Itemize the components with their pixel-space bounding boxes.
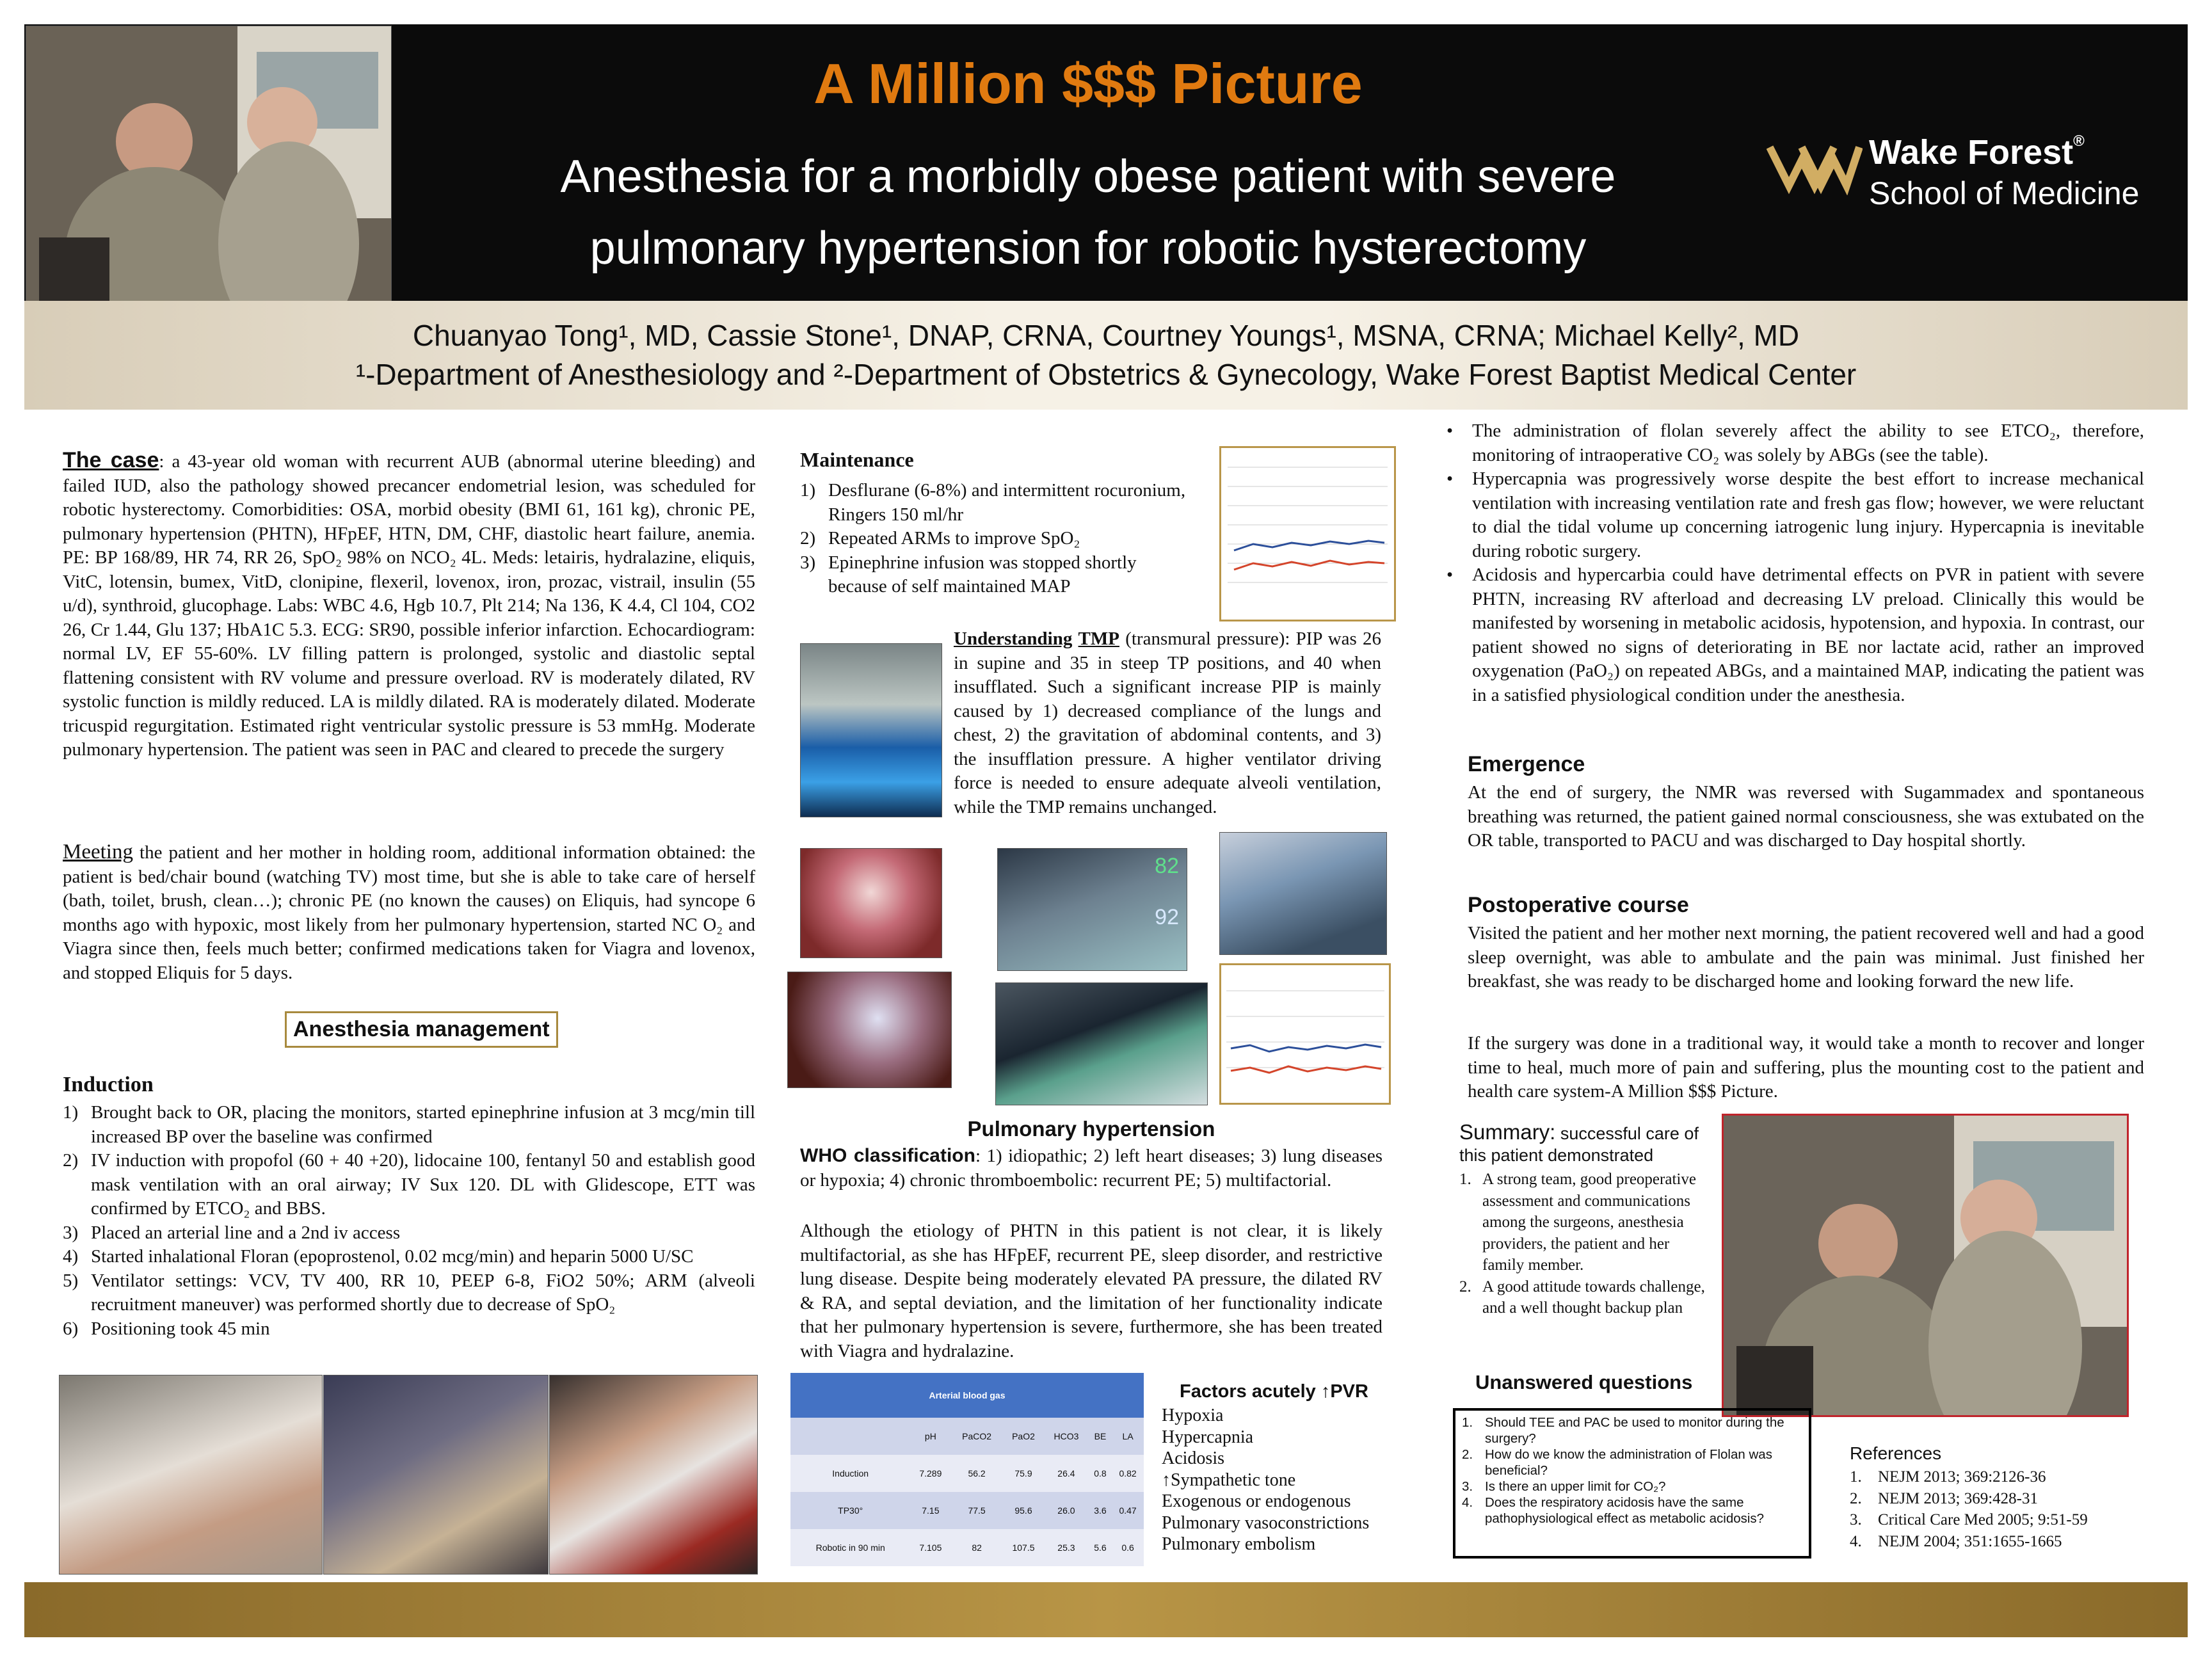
list-item-number: 2. xyxy=(1462,1447,1473,1462)
list-item xyxy=(63,1149,755,1221)
list-item-number: 1) xyxy=(63,1102,79,1123)
poster-subtitle xyxy=(384,141,1792,284)
abg-column-header: BE xyxy=(1089,1418,1112,1455)
pvr-list xyxy=(1162,1405,1382,1555)
abg-cell: 3.6 xyxy=(1089,1492,1112,1529)
pvr-factors xyxy=(1162,1381,1382,1555)
list-item-text: Positioning took 45 min xyxy=(91,1318,270,1339)
pvr-heading: Factors acutely ↑PVR xyxy=(1180,1381,1368,1402)
abg-column-header: PaCO2 xyxy=(950,1418,1002,1455)
abg-column-header xyxy=(790,1418,910,1455)
pulse-ox-photo xyxy=(549,1375,758,1575)
list-item-number: 6) xyxy=(63,1318,79,1339)
tmp-section xyxy=(954,627,1381,819)
maintenance-heading: Maintenance xyxy=(800,448,914,471)
case-text: : a 43-year old woman with recurrent AUB (abnormal uterine bleeding) and failed IUD, also the pathology showed precancer endometrial lesion, was scheduled for robotic hysterectomy. Comorbidities: OSA, morbid obesity (BMI 61, 161 kg), chronic PE, pulmonary hypertension (PHTN), HFpEF, HTN, DM, CHF, diastolic heart failure, anemia. PE: BP 168/89, HR 74, RR 26, SpO₂ 98% on NCO₂ 4L. Meds: letairis, hydralazine, eliquis, VitC, lotensin, bumex, VitD, clonipine, flexeril, lovenox, iron, prozac, vistrail, insulin (55 u/d), synthroid, glucophage. Labs: WBC 4.6, Hgb 10.7, Plt 214; Na 136, K 4.4, Cl 104, CO2 26, Cr 1.44, Glu 137; HbA1C 5.3. ECG: SR90, possible inferior infarction. Echocardiogram: normal LV, EF 55-60%. LV filling pattern is prolonged, systolic and diastolic septal flattening consistent with RV volume and pressure overload. RV is moderately dilated, RV systolic function is mildly reduced. LA is mildly dilated. RA is moderately dilated. Moderate tricuspid regurgitation. Estimated right ventricular systolic pressure is 53 mmHg. Moderate pulmonary hypertension. The patient was seen in PAC and cleared to precede the surgery xyxy=(63,451,755,760)
list-item-number: 2) xyxy=(63,1150,79,1171)
anesthesia-record-graph-1 xyxy=(1221,448,1394,620)
abg-column-header: HCO3 xyxy=(1044,1418,1089,1455)
abg-title: Arterial blood gas xyxy=(790,1373,1144,1418)
logo-reg: ® xyxy=(2073,132,2085,150)
pvr-factor: Acidosis xyxy=(1162,1448,1224,1468)
list-item xyxy=(1462,1447,1802,1479)
list-item-number: 3. xyxy=(1462,1479,1473,1494)
list-item xyxy=(800,527,1197,551)
pvr-factor: Hypercapnia xyxy=(1162,1427,1254,1447)
anesthesia-monitor-photo xyxy=(995,982,1208,1105)
anesthesia-record-chart-2 xyxy=(1219,963,1391,1105)
references-section xyxy=(1850,1443,2170,1552)
list-item-text: IV induction with propofol (60 + 40 +20), lidocaine 100, fentanyl 50 and establish good mask ventilation with an oral airway; IV Sux 120. DL with Glidescope, ETT was confirmed by ETCO₂ and BBS. xyxy=(91,1150,755,1219)
list-item-number: 1. xyxy=(1459,1171,1471,1188)
abg-cell: 107.5 xyxy=(1003,1529,1044,1566)
list-item-number: 2. xyxy=(1850,1489,1862,1507)
abg-column-header: pH xyxy=(910,1418,950,1455)
list-item xyxy=(1459,1276,1709,1319)
list-item-text: Started inhalational Floran (epoprostenol, 0.02 mcg/min) and heparin 5000 U/SC xyxy=(91,1246,694,1267)
iv-lines-photo xyxy=(323,1375,549,1575)
list-item xyxy=(1850,1488,2170,1510)
list-item-text: Should TEE and PAC be used to monitor during the surgery? xyxy=(1485,1415,1784,1446)
meeting-heading: Meeting xyxy=(63,840,133,863)
abg-cell: 5.6 xyxy=(1089,1529,1112,1566)
postop-heading: Postoperative course xyxy=(1468,893,1689,917)
who-label: WHO classification xyxy=(800,1145,975,1166)
discussion-bullets xyxy=(1447,419,2144,707)
abg-cell: TP30° xyxy=(790,1492,910,1529)
header-photo-art xyxy=(26,26,391,301)
postop-text-1: Visited the patient and her mother next morning, the patient recovered well and had a good sleep overnight, was able to ambulate and the pain was minimal. Just finished her breakfast, she was ready to be discharged home and looking forward the new life. xyxy=(1468,923,2144,991)
author-band xyxy=(24,301,2188,410)
list-item-number: 4) xyxy=(63,1246,79,1267)
tmp-text: (transmural pressure): PIP was 26 in supine and 35 in steep TP positions, and 40 when insufflated. Such a significant increase PIP is mainly caused by 1) decreased compliance of the lungs and chest, 2) the gravitation of abdominal contents, and 3) the insufflation pressure. A higher ventilator driving force is needed to ensure adequate alveoli ventilation, while the TMP remains unchanged. xyxy=(954,629,1382,817)
list-item-text: Repeated ARMs to improve SpO₂ xyxy=(828,528,1080,549)
abg-cell: 0.82 xyxy=(1112,1455,1144,1492)
patient-mother-photo-art xyxy=(1724,1116,2127,1415)
list-item xyxy=(63,1101,755,1149)
abg-cell: 25.3 xyxy=(1044,1529,1089,1566)
list-item-text: NEJM 2013; 369:428-31 xyxy=(1878,1489,2038,1507)
list-item xyxy=(1462,1415,1802,1447)
list-item-number: 1. xyxy=(1462,1415,1473,1430)
list-item-text: NEJM 2004; 351:1655-1665 xyxy=(1878,1532,2062,1550)
unanswered-list xyxy=(1462,1415,1802,1527)
abg-cell: 7.105 xyxy=(910,1529,950,1566)
maintenance-list xyxy=(800,479,1197,599)
list-item-number: 3) xyxy=(800,552,816,573)
emergence-heading: Emergence xyxy=(1468,752,1585,776)
list-item xyxy=(800,479,1197,527)
list-item-text: Placed an arterial line and a 2nd iv access xyxy=(91,1222,401,1243)
list-item xyxy=(800,551,1197,599)
abg-cell: Robotic in 90 min xyxy=(790,1529,910,1566)
pulmonary-htn-heading: Pulmonary hypertension xyxy=(967,1117,1215,1141)
emergence-text: At the end of surgery, the NMR was reversed with Sugammadex and spontaneous breathing was returned, the patient gained normal consciousness, she was extubated on the OR table, transported to PACU and was discharged to Day hospital shortly. xyxy=(1468,782,2144,851)
wf-logo-icon xyxy=(1767,138,1863,195)
references-list xyxy=(1850,1466,2170,1552)
list-item xyxy=(63,1245,755,1269)
case-heading: The case xyxy=(63,448,159,472)
tmp-heading-1: Understanding xyxy=(954,629,1073,649)
who-classification xyxy=(800,1144,1382,1192)
list-item-number: 3) xyxy=(63,1222,79,1243)
list-item-number: 1) xyxy=(800,480,816,501)
discussion-bullet: • Acidosis and hypercarbia could have detrimental effects on PVR in patient with severe PHTN, increasing RV afterload and decreasing LV preload. Clinically this would be manifested by worsening in metabolic acidosis, hypotension, and hypoxia. In contrast, our patient showed no signs of deteriorating in BE nor lactate acid, rather an improved oxygenation (PaO₂) on repeated ABGs, and a maintained MAP, indicating the patient was in a satisfied physiological condition under the anesthesia. xyxy=(1447,563,2144,707)
pvr-factor: Pulmonary embolism xyxy=(1162,1534,1316,1554)
abg-table xyxy=(790,1373,1144,1566)
list-item xyxy=(1459,1169,1709,1276)
abg-header-row xyxy=(790,1418,1144,1455)
patient-mother-photo xyxy=(1722,1114,2129,1417)
meeting-text: the patient and her mother in holding room, additional information obtained: the patient is bed/chair bound (watching TV) most time, but she is able to take care of herself (bath, toilet, brush, clean…); chronic PE (no known the causes) on Eliquis, had syncope 6 months ago with hypoxic, most likely from her pulmonary hypertension, started NC O₂ and Viagra since then, feels much better; confirmed medications taken for Viagra and lovenox, and stopped Eliquis for 5 days. xyxy=(63,842,755,983)
unanswered-box xyxy=(1453,1408,1811,1559)
abg-cell: 26.0 xyxy=(1044,1492,1089,1529)
subtitle-line-1: Anesthesia for a morbidly obese patient with severe xyxy=(560,151,1616,202)
list-item xyxy=(1462,1495,1802,1527)
list-item xyxy=(1850,1531,2170,1553)
references-heading: References xyxy=(1850,1443,1942,1463)
induction-heading: Induction xyxy=(63,1073,154,1096)
abg-cell: 7.289 xyxy=(910,1455,950,1492)
induction-list xyxy=(63,1101,755,1341)
discussion-bullet: • The administration of flolan severely affect the ability to see ETCO₂, therefore, monitoring of intraoperative CO₂ was solely by ABGs (see the table). xyxy=(1447,419,2144,467)
poster-title: A Million $$$ Picture xyxy=(813,52,1363,115)
laparoscopic-view-photo-1 xyxy=(800,848,942,958)
pvr-factor: Pulmonary vasoconstrictions xyxy=(1162,1512,1370,1533)
list-item xyxy=(1850,1509,2170,1531)
affiliations: ¹-Department of Anesthesiology and ²-Department of Obstetrics & Gynecology, Wake Forest Baptist Medical Center xyxy=(355,358,1857,391)
vital-monitor-photo xyxy=(997,848,1187,971)
unanswered-heading: Unanswered questions xyxy=(1475,1371,1693,1393)
abg-row xyxy=(790,1529,1144,1566)
list-item-number: 3. xyxy=(1850,1511,1862,1528)
list-item-text: NEJM 2013; 369:2126-36 xyxy=(1878,1468,2046,1486)
abg-cell: 77.5 xyxy=(950,1492,1002,1529)
operating-room-photo xyxy=(1219,832,1387,955)
abg-cell: 95.6 xyxy=(1003,1492,1044,1529)
abg-cell: 0.8 xyxy=(1089,1455,1112,1492)
list-item-text: A good attitude towards challenge, and a well thought backup plan xyxy=(1482,1278,1705,1317)
logo-name: Wake Forest xyxy=(1869,133,2074,172)
header-photo xyxy=(26,26,392,302)
abg-row xyxy=(790,1492,1144,1529)
summary-list xyxy=(1459,1169,1709,1319)
list-item-number: 4. xyxy=(1462,1495,1473,1510)
summary-intro: successful care of this patient demonstrated xyxy=(1459,1124,1699,1165)
anesthesia-record-chart-1 xyxy=(1219,446,1396,621)
meeting-section xyxy=(63,840,755,985)
postop-text-2: If the surgery was done in a traditional way, it would take a month to recover and longer time to heal, much more of pain and suffering, plus the mounting cost to the patient and health care system-A Million $$$ Picture. xyxy=(1468,1033,2144,1102)
list-item-text: Ventilator settings: VCV, TV 400, RR 10, PEEP 6-8, FiO2 50%; ARM (alveoli recruitment maneuver) was performed shortly due to decrease of SpO₂ xyxy=(91,1270,755,1315)
list-item-text: Brought back to OR, placing the monitors, started epinephrine infusion at 3 mcg/min till increased BP over the baseline was confirmed xyxy=(91,1102,755,1147)
list-item-text: Does the respiratory acidosis have the same pathophysiological effect as metabolic acidosis? xyxy=(1485,1495,1765,1526)
poster-footer-band xyxy=(24,1582,2188,1637)
abg-cell: 0.6 xyxy=(1112,1529,1144,1566)
abg-cell: 7.15 xyxy=(910,1492,950,1529)
laparoscopic-view-photo-2 xyxy=(787,972,952,1088)
list-item-number: 5) xyxy=(63,1270,79,1291)
list-item-text: How do we know the administration of Flolan was beneficial? xyxy=(1485,1447,1772,1478)
monitor-value-1: 82 xyxy=(1155,854,1179,878)
pvr-factor: ↑Sympathetic tone xyxy=(1162,1470,1296,1490)
subtitle-line-2: pulmonary hypertension for robotic hysterectomy xyxy=(589,223,1587,274)
list-item-text: Epinephrine infusion was stopped shortly because of self maintained MAP xyxy=(828,552,1137,597)
pulmonary-htn-text: Although the etiology of PHTN in this patient is not clear, it is likely multifactorial, as she has HFpEF, recurrent PE, sleep disorder, and restrictive lung disease. Despite being moderately elevated PA pressure, the dilated RV & RA, and septal deviation, and the limitation of her functionality indicate that her pulmonary hypertension is severe, furthermore, she has been treated with Viagra and hydralazine. xyxy=(800,1221,1382,1361)
list-item-text: Critical Care Med 2005; 9:51-59 xyxy=(1878,1511,2088,1528)
case-section xyxy=(63,448,755,762)
abg-cell: Induction xyxy=(790,1455,910,1492)
pvr-factor: Exogenous or endogenous xyxy=(1162,1491,1351,1511)
who-text: : 1) idiopathic; 2) left heart diseases; 3) lung diseases or hypoxia; 4) chronic thromboembolic: recurrent PE; 5) multifactorial. xyxy=(800,1146,1382,1190)
abg-row xyxy=(790,1455,1144,1492)
list-item-number: 4. xyxy=(1850,1532,1862,1550)
anesthesia-management-label: Anesthesia management xyxy=(285,1011,558,1048)
abg-cell: 26.4 xyxy=(1044,1455,1089,1492)
school-logo xyxy=(1767,131,2163,221)
list-item-text: Is there an upper limit for CO₂? xyxy=(1485,1479,1666,1494)
summary-section xyxy=(1459,1121,1709,1319)
author-list: Chuanyao Tong¹, MD, Cassie Stone¹, DNAP, CRNA, Courtney Youngs¹, MSNA, CRNA; Michael Kelly², MD xyxy=(412,319,1800,352)
list-item-text: Desflurane (6-8%) and intermittent rocuronium, Ringers 150 ml/hr xyxy=(828,480,1186,525)
list-item xyxy=(63,1317,755,1342)
tmp-heading-2: TMP xyxy=(1078,629,1119,649)
list-item-number: 1. xyxy=(1850,1468,1862,1486)
abg-column-header: PaO2 xyxy=(1003,1418,1044,1455)
monitor-value-2: 92 xyxy=(1155,905,1179,929)
list-item xyxy=(1462,1479,1802,1495)
abg-cell: 0.47 xyxy=(1112,1492,1144,1529)
abg-cell: 82 xyxy=(950,1529,1002,1566)
list-item-number: 2) xyxy=(800,528,816,549)
list-item xyxy=(63,1269,755,1317)
patient-hand-photo xyxy=(59,1375,323,1575)
list-item-text: A strong team, good preoperative assessment and communications among the surgeons, anesthesia providers, the patient and her family member. xyxy=(1482,1171,1696,1274)
discussion-bullet: • Hypercapnia was progressively worse despite the best effort to increase mechanical ventilation with increasing ventilation rate and fresh gas flow; however, we were reluctant to dial the tidal volume up concerning iatrogenic lung injury. Hypercapnia is inevitable during robotic surgery. xyxy=(1447,467,2144,563)
summary-heading: Summary: xyxy=(1459,1120,1556,1144)
logo-school: School of Medicine xyxy=(1869,175,2140,211)
abg-cell: 75.9 xyxy=(1003,1455,1044,1492)
list-item xyxy=(1850,1466,2170,1488)
list-item-number: 2. xyxy=(1459,1278,1471,1295)
anesthesia-record-graph-2 xyxy=(1221,965,1389,1103)
list-item xyxy=(63,1221,755,1246)
robotic-position-illustration xyxy=(800,643,942,817)
abg-table-container xyxy=(790,1373,1144,1566)
abg-cell: 56.2 xyxy=(950,1455,1002,1492)
pvr-factor: Hypoxia xyxy=(1162,1406,1224,1425)
abg-column-header: LA xyxy=(1112,1418,1144,1455)
